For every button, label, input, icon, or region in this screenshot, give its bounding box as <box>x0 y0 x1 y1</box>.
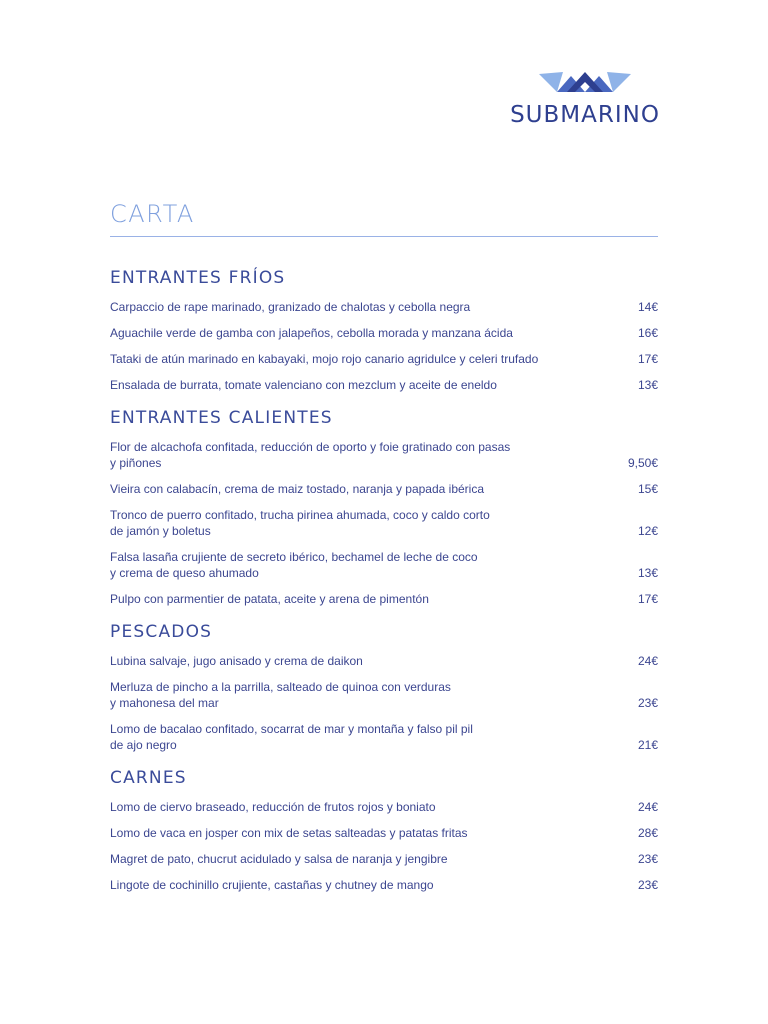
menu-item-price: 16€ <box>637 326 658 340</box>
menu-item-price: 14€ <box>637 300 658 314</box>
menu-item-price: 13€ <box>637 566 658 580</box>
menu-item <box>110 507 658 539</box>
menu-item-price: 24€ <box>637 800 658 814</box>
menu-item <box>110 877 658 893</box>
section-title: ENTRANTES CALIENTES <box>110 408 333 428</box>
menu-item <box>110 679 658 711</box>
menu-item-description: Merluza de pincho a la parrilla, salteado de quinoa con verduras y mahonesa del mar <box>110 680 451 710</box>
menu-item <box>110 299 658 315</box>
menu-item-description: Tataki de atún marinado en kabayaki, mojo rojo canario agridulce y celeri trufado <box>110 352 539 366</box>
menu-item <box>110 653 658 669</box>
menu-item-description: Lomo de bacalao confitado, socarrat de mar y montaña y falso pil pil de ajo negro <box>110 722 473 752</box>
menu-item-description: Aguachile verde de gamba con jalapeños, cebolla morada y manzana ácida <box>110 326 513 340</box>
menu-item-description: Carpaccio de rape marinado, granizado de chalotas y cebolla negra <box>110 300 471 314</box>
section-title: PESCADOS <box>110 622 213 642</box>
menu-item-description: Lomo de vaca en josper con mix de setas salteadas y patatas fritas <box>110 826 468 840</box>
menu-item-price: 17€ <box>637 352 658 366</box>
menu-item-description: Ensalada de burrata, tomate valenciano con mezclum y aceite de eneldo <box>110 378 497 392</box>
page-title: CARTA <box>110 200 195 228</box>
menu-item <box>110 549 658 581</box>
menu-section <box>110 406 658 607</box>
menu-item-description: Vieira con calabacín, crema de maiz tostado, naranja y papada ibérica <box>110 482 484 496</box>
menu-item <box>110 825 658 841</box>
menu-item <box>110 377 658 393</box>
menu-item <box>110 481 658 497</box>
menu-list <box>110 266 658 906</box>
menu-item-price: 28€ <box>637 826 658 840</box>
menu-item <box>110 325 658 341</box>
menu-section <box>110 266 658 393</box>
menu-item-description: Lomo de ciervo braseado, reducción de frutos rojos y boniato <box>110 800 436 814</box>
menu-section <box>110 766 658 893</box>
section-title: CARNES <box>110 768 187 788</box>
title-divider <box>110 236 658 237</box>
menu-item-price: 24€ <box>637 654 658 668</box>
menu-item-price: 17€ <box>637 592 658 606</box>
menu-item-description: Lubina salvaje, jugo anisado y crema de daikon <box>110 654 363 668</box>
menu-item <box>110 591 658 607</box>
menu-item <box>110 851 658 867</box>
menu-item-description: Flor de alcachofa confitada, reducción de oporto y foie gratinado con pasas y piñones <box>110 440 511 470</box>
menu-item <box>110 721 658 753</box>
submarino-logo-icon <box>537 70 633 100</box>
menu-item-price: 23€ <box>637 852 658 866</box>
brand-name: SUBMARINO <box>510 102 660 128</box>
menu-item-description: Lingote de cochinillo crujiente, castañas y chutney de mango <box>110 878 434 892</box>
menu-item-price: 12€ <box>637 524 658 538</box>
menu-item-price: 21€ <box>637 738 658 752</box>
menu-item-price: 13€ <box>637 378 658 392</box>
menu-item-description: Pulpo con parmentier de patata, aceite y arena de pimentón <box>110 592 429 606</box>
menu-item-price: 23€ <box>637 878 658 892</box>
menu-item-description: Falsa lasaña crujiente de secreto ibérico, bechamel de leche de coco y crema de queso ahumado <box>110 550 478 580</box>
menu-item-description: Tronco de puerro confitado, trucha pirinea ahumada, coco y caldo corto de jamón y boletus <box>110 508 490 538</box>
menu-item-price: 23€ <box>637 696 658 710</box>
menu-item-price: 9,50€ <box>627 456 658 470</box>
menu-item-price: 15€ <box>637 482 658 496</box>
menu-item-description: Magret de pato, chucrut acidulado y salsa de naranja y jengibre <box>110 852 448 866</box>
menu-item <box>110 351 658 367</box>
section-title: ENTRANTES FRÍOS <box>110 268 286 288</box>
menu-item <box>110 439 658 471</box>
menu-item <box>110 799 658 815</box>
menu-section <box>110 620 658 753</box>
brand-logo <box>510 70 660 128</box>
